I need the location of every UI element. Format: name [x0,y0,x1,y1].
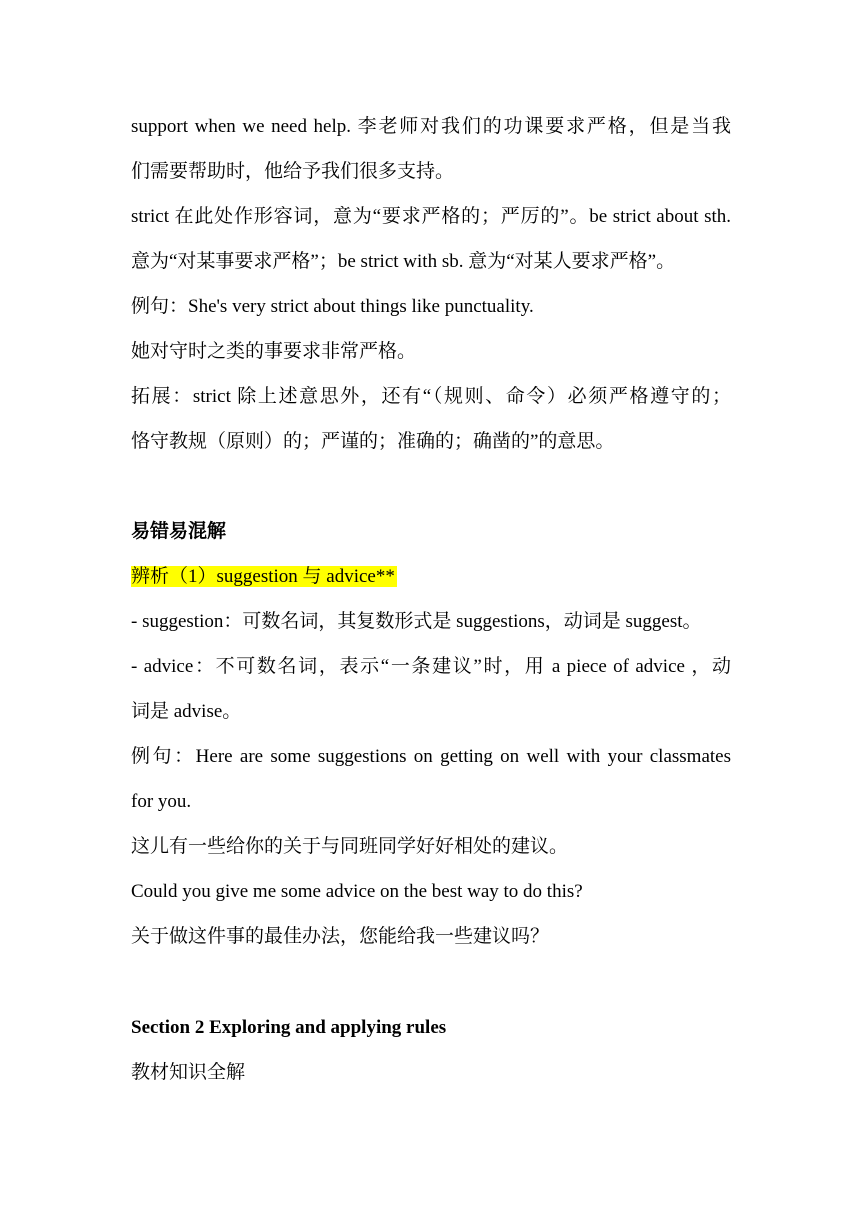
advice-definition: - advice：不可数名词，表示“一条建议”时，用 a piece of advice ，动 [131,656,731,677]
suggestion-definition: - suggestion：可数名词，其复数形式是 suggestions，动词是 suggest。 [131,611,702,632]
example-sentence-en: Could you give me some advice on the best way to do this? [131,881,583,902]
section-subheading: 教材知识全解 [131,1062,246,1083]
example-sentence-en: for you. [131,791,192,812]
section-heading: 易错易混解 [131,521,227,542]
example-sentence-cn: 关于做这件事的最佳办法，您能给我一些建议吗？ [131,926,550,947]
example-sentence-cn: 这儿有一些给你的关于与同班同学好好相处的建议。 [131,836,569,857]
advice-definition: 词是 advise。 [131,701,242,722]
extension-line: 恪守教规（原则）的；严谨的；准确的；确凿的”的意思。 [131,431,615,452]
example-sentence-en: 例句：She's very strict about things like punctuality. [131,296,534,317]
highlighted-text: 辨析（1）suggestion 与 advice** [131,566,395,587]
strict-definition-line: strict 在此处作形容词，意为“要求严格的；严厉的”。be strict about sth. [131,206,731,227]
highlighted-subheading [131,564,397,590]
paragraph-line: 们需要帮助时，他给予我们很多支持。 [131,161,455,182]
strict-definition-line: 意为“对某事要求严格”；be strict with sb. 意为“对某人要求严格”。 [131,251,676,272]
section-heading: Section 2 Exploring and applying rules [131,1017,447,1038]
example-sentence-cn: 她对守时之类的事要求非常严格。 [131,341,417,362]
paragraph-line: support when we need help. 李老师对我们的功课要求严格，但是当我 [131,116,731,137]
extension-line: 拓展：strict 除上述意思外，还有“（规则、命令）必须严格遵守的； [131,386,731,407]
example-sentence-en: 例句：Here are some suggestions on getting on well with your classmates [131,746,731,767]
